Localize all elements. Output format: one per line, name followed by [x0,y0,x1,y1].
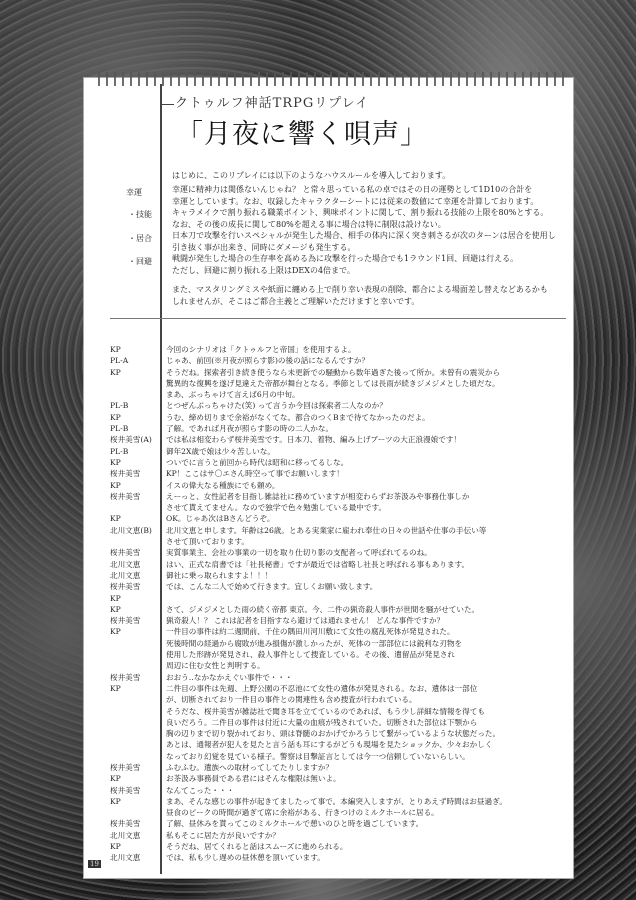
speaker: 北川文恵 [110,570,141,580]
dialogue-line: 使用した形跡が発見され、殺人事件として捜査している。その後、遺留品が発見され [166,650,456,660]
dialogue-line: が、切断されており一件目の事件との関連性も含め捜査が行われている。 [166,695,417,705]
speaker: 桜井美雪 [110,548,141,558]
dialogue-line: えーっと、女性記者を目指し雑誌社に務めていますが相変わらずお茶汲みや事務仕事しか [166,491,470,501]
speaker-column [110,344,168,864]
dialogue-line: はい、正式な肩書では「社長秘書」ですが最近では省略し社長と呼ばれる事もあります。 [166,559,470,569]
speaker: KP [110,593,121,603]
speaker [110,706,168,717]
speaker [110,807,168,818]
note-line: また、マスタリングミスや紙面に纏める上で削り幸い表現の削除、都合による場面差し替えなどあるかも [172,285,548,294]
speaker [110,649,168,660]
dialogue-line: じゃあ、前回(※月夜が照らす影)の後の話になるんですか？ [166,356,370,366]
dialogue-line: 周辺に住む女性と判明する。 [166,661,265,671]
speaker [110,739,168,750]
dialogue-line: 御年2X歳で娘は少々苦しいな。 [166,446,275,456]
dialogue-line: 二件目の事件は先週、上野公園の不忍池にて女性の遺体が発見される。なお、遺体は一部位 [166,683,478,693]
dialogue-line: 驚異的な復興を遂げ見違えた帝都が舞台となる。季節としては長雨が続きジメジメとした頃だな。 [166,378,500,388]
speaker: 北川文恵 [110,559,141,569]
dialogue-column [166,344,566,864]
note-line: しれませんが、そこはご都合主義とご理解いただけますと幸いです。 [172,297,420,306]
rule-line: 戦闘が発生した場合の生存率を高める為に攻撃を行った場合でも1ラウンド1回、回避は行える。 [172,254,519,263]
page-number: 19 [90,860,99,868]
rule-label: ・居合 [128,234,152,243]
speaker [110,728,168,739]
dialogue-line: うむ、締め切りまで余裕がなくてな。都合のつくBまで待てなかったのだよ。 [166,412,430,422]
dialogue-line: では、私も少し遅めの昼休憩を頂いています。 [166,853,325,863]
speaker: KP [110,514,121,524]
dialogue-line: では、こんな二人で始めて行きます。宜しくお願い致します。 [166,582,378,592]
speaker: PL-B [110,424,129,434]
spiral-binding [95,72,565,86]
series-title: クトゥルフ神話TRPGリプレイ [175,96,370,111]
dialogue-line: お茶汲み事務員である君にはそんな権限は無いよ。 [166,774,341,784]
speaker: KP [110,774,121,784]
speaker [110,660,168,671]
speaker [110,378,168,389]
dialogue-line: そうだな、桜井美雪が雑誌社で聞き耳を立てているのであれば、もう少し詳細な情報を得ても [166,706,485,716]
speaker [110,502,168,513]
rule-line: 引き抜く事が出来き、同時にダメージも発生する。 [172,243,356,252]
speaker [110,694,168,705]
rule-line: 幸運としています。なお、収録したキャラクターシートには従来の数値にて幸運を計算しております。 [172,197,539,206]
speaker: 桜井美雪 [110,616,141,626]
dialogue-line: そうだね。探索者引き続き使うなら未更新での騒動から数年過ぎた後って所か。未曾有の震災から [166,367,501,377]
speaker: 北川文恵 [110,830,141,840]
dialogue-line: さて、ジメジメとした雨の続く帝都 東京。今、二件の猟奇殺人事件が世間を騒がせていた。 [166,604,480,614]
dialogue-line: なっており幻覚を見ている様子。警察は目撃証言としては今一つ信頼していないらしい。 [166,751,470,761]
section-divider [110,318,566,319]
speaker: KP [110,457,121,467]
dialogue-line: 了解。であれば月夜が照らす影の時の二人かな。 [166,424,334,434]
dialogue-line: 御社に乗っ取られますよ！！！ [166,570,273,580]
dialogue-line: 私もそこに居た方が良いですか？ [166,830,280,840]
speaker [110,389,168,400]
rule-label: ・回避 [128,257,152,266]
speaker [110,751,168,762]
speaker: 北川文恵 [110,853,141,863]
speaker: KP [110,480,121,490]
speaker: 桜井美雪 [110,582,141,592]
speaker: PL-A [110,356,129,366]
speaker: 桜井美雪 [110,672,141,682]
rule-line: ただし、回避に割り振れる上限はDEXの4倍まで。 [172,266,355,275]
dialogue-line: 猟奇殺人！？ これは記者を目指すなら避けては通れません！ どんな事件ですか？ [166,616,445,626]
dialogue-line: させて貰えてません。なので独学で色々勉強している最中です。 [166,503,387,513]
speaker: 桜井美雪 [110,491,141,501]
dialogue-line: とつぜんぶっちゃけた(笑) って言うか今回は探索者二人なのか？ [166,401,387,411]
speaker: PL-B [110,401,129,411]
speaker [110,638,168,649]
speaker: 桜井美雪 [110,762,141,772]
speaker [110,536,168,547]
speaker: KP [110,604,121,614]
speaker: 桜井美雪(A) [110,435,152,445]
speaker: KP [110,842,121,852]
speaker: 北川文恵(B) [110,525,152,535]
dialogue-line: 死後時間の経過から腐敗が進み損傷が激しかったが、死体の一部部位には鋭利な刃物を [166,638,463,648]
dialogue-line: 胸の辺りまで切り裂かれており、頭は脊髄のおかげでかろうじて繋がっているような状態だった。 [166,729,501,739]
rule-line: 日本刀で攻撃を行いスペシャルが発生した場合、相手の体内に深く突き刺さるが次のターンは居合を使用し [172,231,556,240]
header-tick [160,104,174,105]
dialogue-line: 北川文恵と申します。年齢は26歳。とある実業家に雇われ奉仕の日々の世話や仕事の手伝い等 [166,525,487,535]
dialogue-line: ついでに言うと前回から時代は昭和に移ってるしな。 [166,457,349,467]
dialogue-line: では私は相変わらず桜井美雪です。日本刀、着物、編み上げブーツの大正浪漫娘です！ [166,435,462,445]
dialogue-line: 今回のシナリオは「クトゥルフと帝国」を使用するよ。 [166,345,356,354]
page-title: 「月夜に響く唄声」 [176,119,428,150]
dialogue-line: させて頂いております。 [166,537,249,547]
speaker: KP [110,683,121,693]
dialogue-line: 了解、昼休みを貰ってこのミルクホールで憩いのひと時を過ごしています。 [166,819,424,829]
speaker: 桜井美雪 [110,469,141,479]
rule-label: ・技能 [128,210,152,219]
dialogue-line: イスの偉大なる種族にでも頼め。 [166,480,280,490]
dialogue-line: ふむふむ。遺族への取材ってしてたりしますか？ [166,762,334,772]
dialogue-line [166,593,566,604]
speaker [110,717,168,728]
dialogue-line: まあ、そんな感じの事件が起きてましたって事で。本編突入しますが、とりあえず時間はお昼過ぎ。 [166,796,507,806]
dialogue-line: まあ、ぶっちゃけて言えば6月の中旬。 [166,390,300,400]
speaker: 桜井美雪 [110,819,141,829]
speaker: KP [110,345,121,354]
speaker: KP [110,796,121,806]
rule-label: 幸運 [126,188,142,197]
dialogue-line: あとは、通報者が犯人を見たと言う話も耳にするがどうも現場を見たショックか、少々おかしく [166,740,493,750]
dialogue-line: 昼食のピークの時間が過ぎて席に余裕がある、行きつけのミルクホールに居る。 [166,808,439,818]
speaker: 桜井美雪 [110,785,141,795]
speaker: KP [110,367,121,377]
dialogue-line: KP！ここはサ〇エさん時空って事でお願いします！ [166,469,344,479]
dialogue-line: OK。じゃあ次はBさんどうぞ。 [166,514,275,524]
speaker: KP [110,627,121,637]
rule-line: 幸運に精神力は関係ないんじゃね？ と常々思っている私の卓ではその日の運勢として1D10の合計を [172,185,533,194]
dialogue-line: 一件目の事件は約二週間前、千住の隅田川河川敷にて女性の腐乱死体が発見された。 [166,627,455,637]
rule-line: なお、その後の成長に関して80%を超える事に場合は特に制限は設けない。 [172,220,446,229]
dialogue-line: なんてこった・・・ [166,785,235,795]
intro-text: はじめに、このリプレイには以下のようなハウスルールを導入しております。 [172,171,451,180]
rule-line: キャラメイクで割り振れる職業ポイント、興味ポイントに関して、割り振れる技能の上限を80%とする。 [172,208,549,217]
dialogue-line: 実質事業主、会社の事業の一切を取り仕切り影の支配者って呼ばれてるのね。 [166,548,432,558]
speaker: KP [110,412,121,422]
dialogue-line: そうだね、居てくれると話はスムーズに進められる。 [166,842,348,852]
dialogue-line: 良いだろう。二件目の事件は付近に大量の血痕が残されていた。切断された部位は下顎から [166,717,478,727]
dialogue-line: おおう‥なかなかえぐい事件で・・・ [166,672,293,682]
speaker: PL-B [110,446,129,456]
